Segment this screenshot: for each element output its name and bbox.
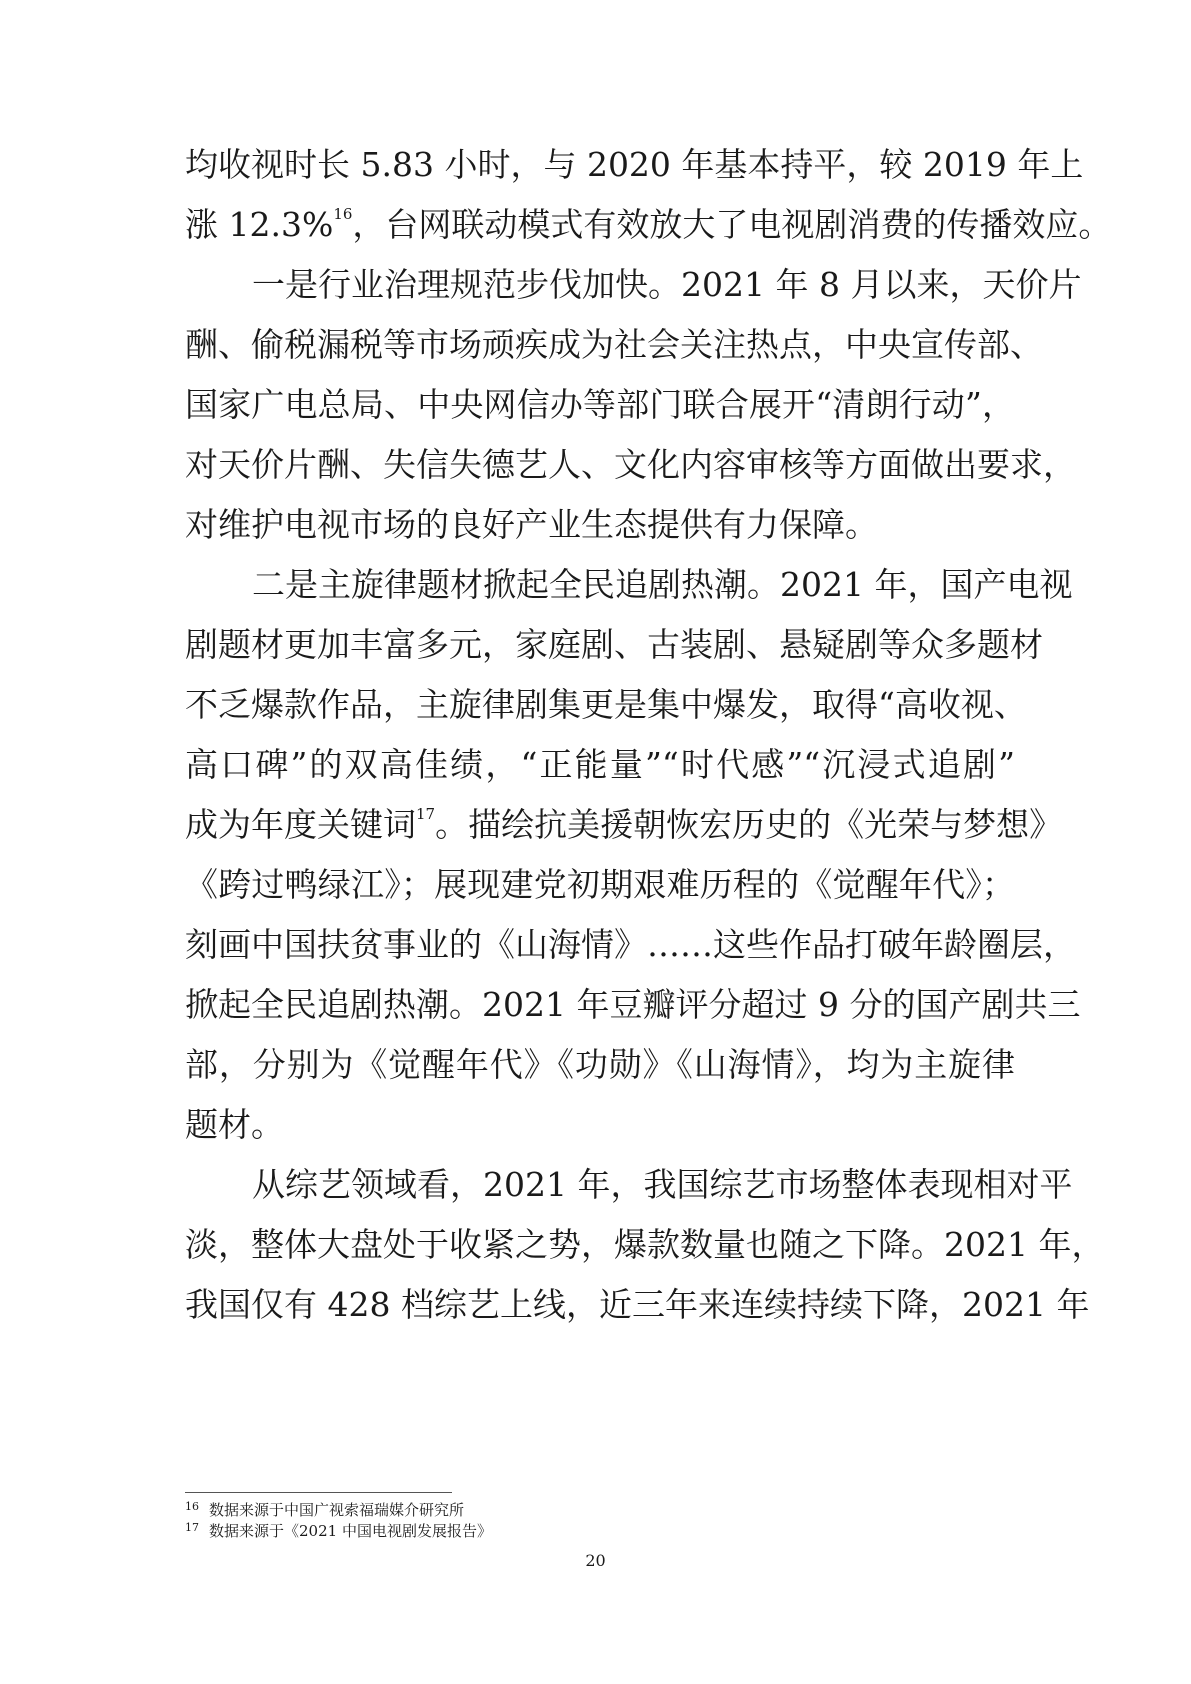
- line-text: 成为年度关键词: [185, 805, 416, 844]
- body-line: [185, 1283, 1090, 1327]
- body-line: [185, 923, 1076, 967]
- body-line: [185, 743, 1015, 787]
- footnote-ref: 17: [416, 805, 436, 823]
- line-text: 不乏爆款作品，主旋律剧集更是集中爆发，取得“高收视、: [185, 685, 1027, 724]
- body-line: [185, 443, 1076, 487]
- footnote-divider: [185, 1492, 452, 1493]
- body-line: [185, 863, 1015, 907]
- line-text: 二是主旋律题材掀起全民追剧热潮。2021 年，国产电视: [252, 565, 1073, 604]
- line-text: 部，分别为《觉醒年代》《功勋》《山海情》，均为主旋律: [185, 1045, 1015, 1084]
- line-text: 均收视时长 5.83 小时，与 2020 年基本持平，较 2019 年上: [185, 145, 1084, 184]
- footnote-number: 17: [185, 1521, 199, 1534]
- body-line: [185, 623, 1043, 667]
- body-line: [252, 563, 1073, 607]
- line-text: 题材。: [185, 1105, 284, 1144]
- body-line: [185, 383, 1015, 427]
- footnote-text: 数据来源于《2021 中国电视剧发展报告》: [209, 1522, 492, 1540]
- line-text: 淡，整体大盘处于收紧之势，爆款数量也随之下降。2021 年，: [185, 1225, 1105, 1264]
- line-text: 涨 12.3%: [185, 205, 334, 244]
- footnote-ref: 16: [333, 205, 353, 223]
- body-line: [185, 503, 1015, 547]
- line-text: 一是行业治理规范步伐加快。2021 年 8 月以来，天价片: [252, 265, 1082, 304]
- body-line: [185, 683, 1027, 727]
- line-text: 。描绘抗美援朝恢宏历史的《光荣与梦想》: [435, 805, 1063, 844]
- line-text: 刻画中国扶贫事业的《山海情》……这些作品打破年龄圈层，: [185, 925, 1076, 964]
- line-text: 对维护电视市场的良好产业生态提供有力保障。: [185, 505, 878, 544]
- line-text: 从综艺领域看，2021 年，我国综艺市场整体表现相对平: [252, 1165, 1073, 1204]
- body-line: [185, 1043, 1015, 1087]
- line-text: 国家广电总局、中央网信办等部门联合展开“清朗行动”，: [185, 385, 1015, 424]
- footnote: [185, 1497, 464, 1520]
- body-line: [185, 803, 1063, 847]
- body-line: [185, 203, 1112, 247]
- body-line: [252, 1163, 1073, 1207]
- body-line: [185, 983, 1081, 1027]
- line-text: 对天价片酬、失信失德艺人、文化内容审核等方面做出要求，: [185, 445, 1076, 484]
- line-text: 高口碑”的双高佳绩，“正能量”“时代感”“沉浸式追剧”: [185, 745, 1015, 784]
- footnote: [185, 1518, 492, 1541]
- body-line: [185, 1223, 1105, 1267]
- line-text: ，台网联动模式有效放大了电视剧消费的传播效应。: [352, 205, 1112, 244]
- body-line: [185, 323, 1043, 367]
- line-text: 剧题材更加丰富多元，家庭剧、古装剧、悬疑剧等众多题材: [185, 625, 1043, 664]
- page-number: 20: [585, 1551, 606, 1570]
- footnote-number: 16: [185, 1500, 199, 1513]
- line-text: 《跨过鸭绿江》；展现建党初期艰难历程的《觉醒年代》；: [185, 865, 1015, 904]
- line-text: 我国仅有 428 档综艺上线，近三年来连续持续下降，2021 年: [185, 1285, 1090, 1324]
- line-text: 酬、偷税漏税等市场顽疾成为社会关注热点，中央宣传部、: [185, 325, 1043, 364]
- line-text: 掀起全民追剧热潮。2021 年豆瓣评分超过 9 分的国产剧共三: [185, 985, 1081, 1024]
- body-line: [185, 143, 1084, 187]
- body-line: [252, 263, 1082, 307]
- footnote-text: 数据来源于中国广视索福瑞媒介研究所: [209, 1501, 465, 1519]
- body-line: [185, 1103, 1015, 1147]
